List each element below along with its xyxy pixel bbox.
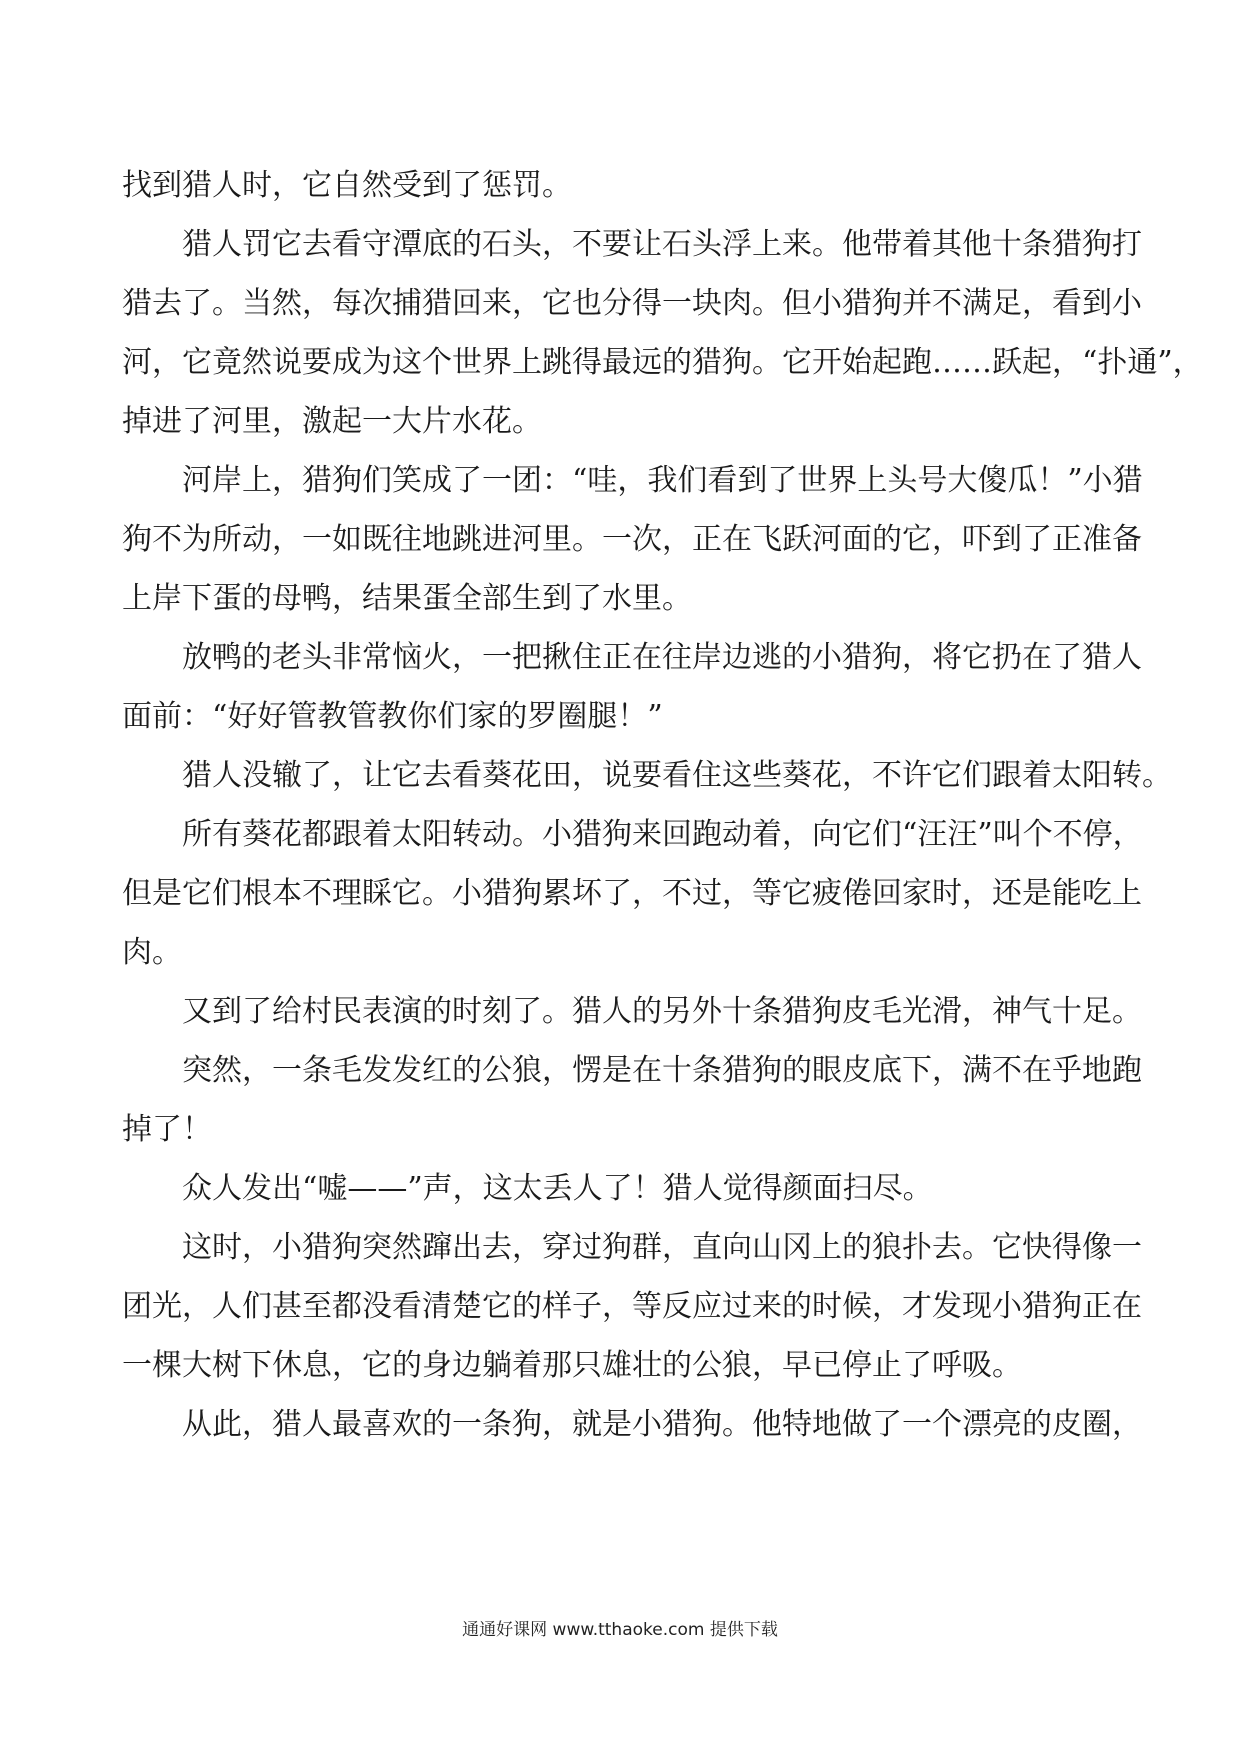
text-line: 团光，人们甚至都没看清楚它的样子，等反应过来的时候，才发现小猎狗正在 (122, 1289, 1142, 1324)
text-line: 面前：“好好管教管教你们家的罗圈腿！” (122, 699, 663, 734)
text-line: 从此，猎人最喜欢的一条狗，就是小猎狗。他特地做了一个漂亮的皮圈， (182, 1407, 1142, 1442)
text-line: 河，它竟然说要成为这个世界上跳得最远的猎狗。它开始起跑……跃起，“扑通”， (122, 345, 1203, 380)
text-line: 所有葵花都跟着太阳转动。小猎狗来回跑动着，向它们“汪汪”叫个不停， (182, 817, 1143, 852)
text-line: 河岸上，猎狗们笑成了一团：“哇，我们看到了世界上头号大傻瓜！”小猎 (182, 463, 1143, 498)
text-line: 但是它们根本不理睬它。小猎狗累坏了，不过，等它疲倦回家时，还是能吃上 (122, 876, 1142, 911)
footer-download-note: 通通好课网 www.tthaoke.com 提供下载 (462, 1620, 778, 1640)
text-line: 肉。 (122, 935, 182, 970)
text-line: 猎人没辙了，让它去看葵花田，说要看住这些葵花，不许它们跟着太阳转。 (182, 758, 1172, 793)
text-line: 狗不为所动，一如既往地跳进河里。一次，正在飞跃河面的它，吓到了正准备 (122, 522, 1142, 557)
text-line: 上岸下蛋的母鸭，结果蛋全部生到了水里。 (122, 581, 692, 616)
text-line: 突然，一条毛发发红的公狼，愣是在十条猎狗的眼皮底下，满不在乎地跑 (182, 1053, 1142, 1088)
text-line: 众人发出“嘘——”声，这太丢人了！猎人觉得颜面扫尽。 (182, 1171, 933, 1206)
text-line: 又到了给村民表演的时刻了。猎人的另外十条猎狗皮毛光滑，神气十足。 (182, 994, 1142, 1029)
text-line: 掉了！ (122, 1112, 212, 1147)
text-line: 放鸭的老头非常恼火，一把揪住正在往岸边逃的小猎狗，将它扔在了猎人 (182, 640, 1142, 675)
text-line: 这时，小猎狗突然蹿出去，穿过狗群，直向山冈上的狼扑去。它快得像一 (182, 1230, 1142, 1265)
text-line: 找到猎人时，它自然受到了惩罚。 (122, 168, 572, 203)
text-line: 一棵大树下休息，它的身边躺着那只雄壮的公狼，早已停止了呼吸。 (122, 1348, 1022, 1383)
text-line: 猎人罚它去看守潭底的石头，不要让石头浮上来。他带着其他十条猎狗打 (182, 227, 1142, 262)
text-line: 掉进了河里，激起一大片水花。 (122, 404, 542, 439)
text-line: 猎去了。当然，每次捕猎回来，它也分得一块肉。但小猎狗并不满足，看到小 (122, 286, 1142, 321)
story-text (122, 156, 1203, 1454)
